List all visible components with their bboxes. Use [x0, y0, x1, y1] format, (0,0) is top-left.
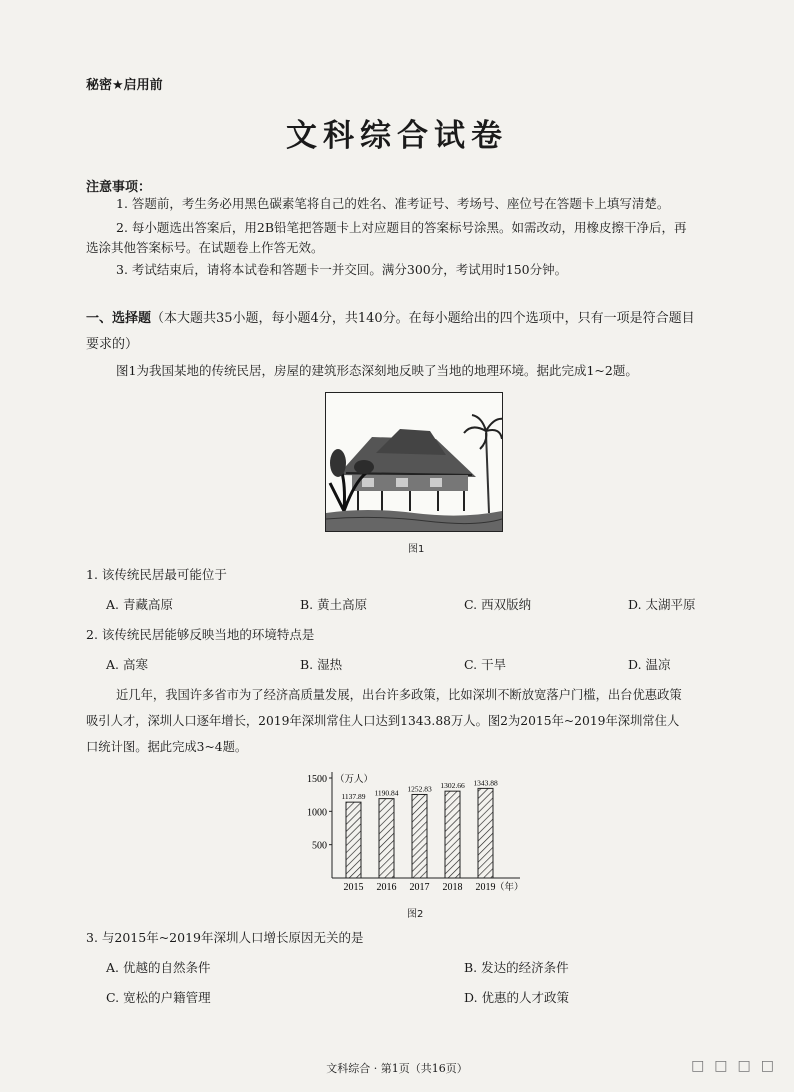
notes-heading: 注意事项：	[86, 180, 152, 195]
y-axis-label: （万人）	[335, 774, 374, 785]
figure-1-caption: 图1	[408, 544, 425, 555]
q3-option-d: D. 优惠的人才政策	[464, 990, 570, 1005]
q2-option-c: C. 干旱	[464, 657, 507, 672]
section-1-desc: （本大题共35小题，每小题4分，共140分。在每小题给出的四个选项中，只有一项是符合题目要求的）	[86, 311, 695, 352]
section-1-heading	[86, 306, 706, 358]
y-tick-label: 500	[312, 840, 327, 852]
q2-option-d: D. 温凉	[628, 657, 671, 672]
q1-option-c: C. 西双版纳	[464, 597, 532, 612]
x-tick-label: 2015	[343, 882, 364, 893]
question-3-stem: 3. 与2015年~2019年深圳人口增长原因无关的是	[86, 930, 364, 945]
q3-option-c: C. 宽松的户籍管理	[106, 990, 211, 1005]
bar	[412, 794, 427, 878]
y-tick-label: 1000	[307, 807, 327, 819]
bar-value-label: 1137.89	[341, 792, 366, 802]
stilt-house-drawing	[326, 393, 502, 531]
bar	[379, 799, 394, 878]
x-axis-label: （年）	[495, 882, 524, 893]
x-tick-label: 2016	[376, 882, 397, 893]
bar-value-label: 1252.83	[407, 784, 432, 794]
confidential-label: 秘密★启用前	[86, 78, 163, 93]
note-line-1: 1. 答题前，考生务必用黑色碳素笔将自己的姓名、准考证号、考场号、座位号在答题卡上填写清楚。	[116, 196, 670, 211]
section-1-title: 一、选择题	[86, 311, 152, 326]
intro-q1-2: 图1为我国某地的传统民居，房屋的建筑形态深刻地反映了当地的地理环境。据此完成1~2题。	[116, 363, 638, 378]
intro-q3-4-line-1: 近几年，我国许多省市为了经济高质量发展，出台许多政策，比如深圳不断放宽落户门槛，出台优惠政策	[116, 688, 682, 702]
bar-value-label: 1302.66	[440, 781, 465, 791]
bar	[478, 788, 493, 878]
note-line-2b: 选涂其他答案标号。在试题卷上作答无效。	[86, 240, 324, 255]
x-tick-label: 2018	[442, 882, 463, 893]
bar	[346, 802, 361, 878]
q1-option-a: A. 青藏高原	[106, 597, 173, 612]
bar-value-label: 1190.84	[374, 788, 399, 798]
x-tick-label: 2017	[409, 882, 430, 893]
page-footer: 文科综合 · 第1页（共16页）	[326, 1062, 468, 1075]
page-title: 文科综合试卷	[286, 118, 508, 154]
q2-option-a: A. 高寒	[106, 657, 148, 672]
q1-option-d: D. 太湖平原	[628, 597, 696, 612]
q3-option-a: A. 优越的自然条件	[106, 960, 211, 975]
bar	[445, 791, 460, 878]
intro-q3-4-line-3: 口统计图。据此完成3~4题。	[86, 740, 248, 754]
footer-marks: □□□□	[691, 1058, 784, 1074]
note-line-3: 3. 考试结束后，请将本试卷和答题卡一并交回。满分300分，考试用时150分钟。	[116, 262, 568, 277]
q3-option-b: B. 发达的经济条件	[464, 960, 569, 975]
x-tick-label: 2019	[475, 882, 496, 893]
note-line-2a: 2. 每小题选出答案后，用2B铅笔把答题卡上对应题目的答案标号涂黑。如需改动，用橡皮擦干净后，再	[116, 220, 687, 235]
figure-2-caption: 图2	[407, 909, 424, 920]
question-1-stem: 1. 该传统民居最可能位于	[86, 567, 227, 582]
y-tick-label: 1500	[307, 774, 327, 785]
figure-2-population-chart	[298, 766, 528, 896]
question-2-stem: 2. 该传统民居能够反映当地的环境特点是	[86, 627, 315, 642]
q1-option-b: B. 黄土高原	[300, 597, 368, 612]
intro-q3-4-line-2: 吸引人才，深圳人口逐年增长，2019年深圳常住人口达到1343.88万人。图2为2015年~2019年深圳常住人	[86, 714, 680, 728]
population-bar-chart	[298, 766, 528, 896]
bar-value-label: 1343.88	[473, 778, 498, 788]
q2-option-b: B. 湿热	[300, 657, 343, 672]
figure-1-house-illustration	[325, 392, 503, 532]
